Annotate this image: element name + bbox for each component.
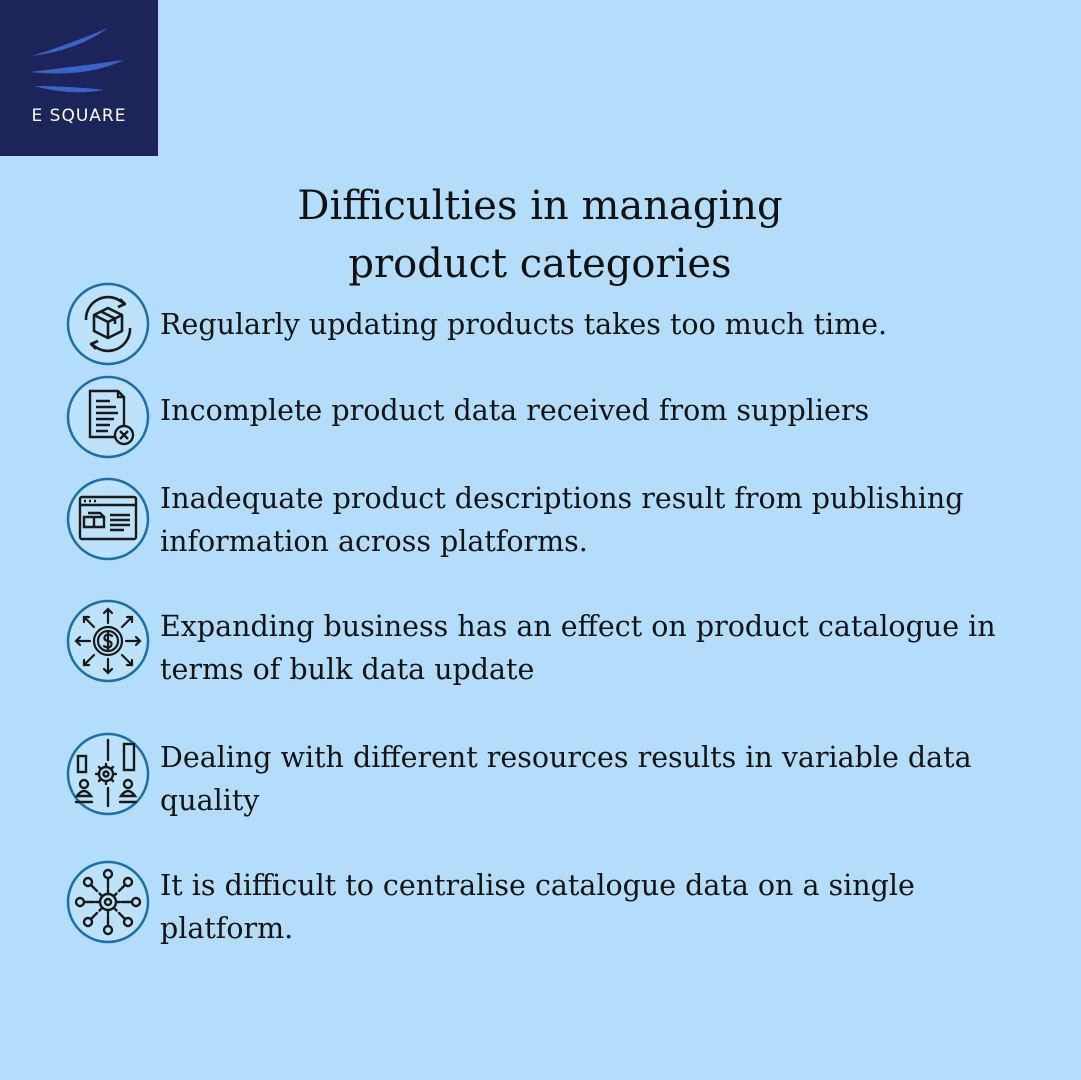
item-text: Regularly updating products takes too much time. xyxy=(160,308,888,341)
centralized-network-icon xyxy=(66,860,150,944)
document-error-icon xyxy=(66,375,150,459)
item-text: Expanding business has an effect on product catalogue in terms of bulk data update xyxy=(160,610,996,686)
title-line-1: Difficulties in managing xyxy=(297,182,783,229)
title-line-2: product categories xyxy=(348,240,732,287)
page-title xyxy=(150,177,930,293)
brand-logo xyxy=(0,0,158,156)
logo-swoosh-icon xyxy=(0,0,158,110)
browser-product-listing-icon xyxy=(66,477,150,561)
box-refresh-icon xyxy=(66,282,150,366)
logo-text: E SQUARE xyxy=(31,106,127,126)
dollar-expand-icon xyxy=(66,599,150,683)
item-text: Incomplete product data received from suppliers xyxy=(160,394,870,427)
item-text: Dealing with different resources results in variable data quality xyxy=(160,741,972,817)
resources-settings-icon xyxy=(66,732,150,816)
item-text: Inadequate product descriptions result from publishing information across platforms. xyxy=(160,482,964,558)
item-text: It is difficult to centralise catalogue data on a single platform. xyxy=(160,869,915,945)
